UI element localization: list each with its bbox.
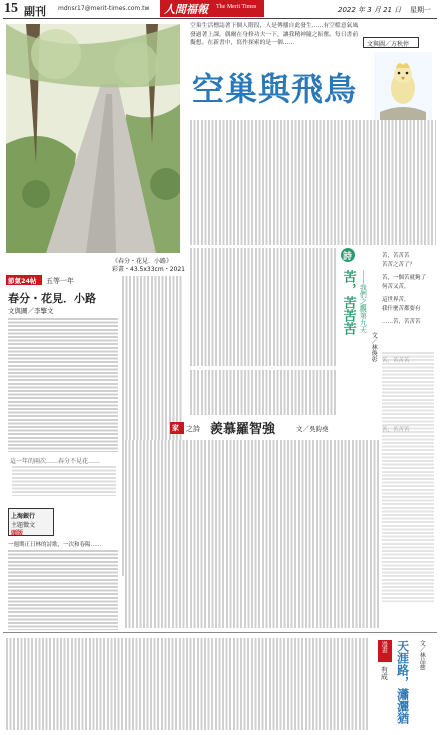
poem-line: 苦，一個苦就夠了	[382, 275, 427, 281]
bottom-right-title: 天涯路，瀟灑猶	[395, 640, 410, 724]
jiaju-label: 之詩	[186, 425, 200, 433]
poem-line: 何苦又苦，	[382, 284, 410, 290]
lead-body-middle	[190, 248, 336, 366]
lead-body-lower	[190, 370, 336, 415]
solar-term-tag: 節氣24帖	[6, 275, 42, 285]
jiaju-badge: 家	[170, 422, 184, 434]
poem-line: 我什麼苦都要有	[382, 306, 421, 312]
painting-details: 彩畫・43.5x33cm・2021	[112, 266, 185, 273]
bottom-right-tag: 有成	[380, 666, 389, 680]
header-email: mdnsr17@merit-times.com.tw	[58, 5, 150, 12]
header-rule	[3, 18, 437, 19]
poem-author: 文／林煥彰	[370, 332, 378, 362]
column-tag: 文與圖／方秋停	[363, 37, 419, 48]
poem-line: 苦苦之苦了？	[382, 262, 416, 268]
bird-illustration	[374, 52, 432, 126]
poem-title: 苦，苦苦苦	[340, 270, 356, 335]
painting-caption: 《春分・花見．小路》	[112, 258, 173, 265]
contest-intro: 一週期正日林的詩歌，一次和春陽……	[8, 542, 102, 548]
solar-term-author: 文與圖／李擎文	[8, 307, 54, 315]
contest-body	[8, 550, 118, 630]
page-header	[0, 0, 440, 20]
issue-weekday: 星期一	[410, 6, 431, 14]
section-name: 副刊	[24, 5, 46, 18]
contest-box: 上海銀行 主題徵文 頭版	[8, 508, 54, 536]
solar-term-sub: 五等一年	[46, 277, 74, 285]
small-poem: 這一年的兩次……春分不見花……	[10, 458, 101, 465]
jiaju-body	[125, 440, 380, 628]
poem-line: 這世界苦，	[382, 297, 410, 303]
bottom-right-author: 文／林品慈	[418, 640, 426, 670]
lead-title: 空巢與飛鳥	[192, 70, 358, 108]
newspaper-logo: 人間福報 The Merit Times	[160, 0, 264, 17]
issue-date: 2022 年 3 月 21 日	[338, 6, 402, 14]
bottom-rule	[3, 632, 437, 633]
painting-illustration	[6, 24, 180, 253]
poem-subtitle: ——我們之觀第九天	[359, 270, 368, 333]
lead-intro: 空巢生活標誌著下個人階段，人是傳播自此發生……有空檔意氣風發過著上課，偶爾在身修功夫一下，讓我精神隨之振奮。每日書前擬想。在新書中，寫作探索的是一個……	[190, 23, 359, 47]
solar-term-title: 春分・花見．小路	[8, 292, 96, 305]
poem-line: ……苦，苦苦苦	[382, 319, 421, 325]
bottom-body	[6, 638, 368, 730]
bottom-right-badge: 漫畫	[378, 640, 392, 662]
page-number: 15	[4, 1, 18, 16]
solar-term-body	[8, 318, 118, 452]
jiaju-author: 文／吳鈞堯	[296, 425, 329, 433]
poem-body-lines	[382, 352, 434, 602]
jiaju-title: 羨慕羅智強	[210, 422, 276, 437]
lead-body-upper	[190, 120, 436, 245]
poem-badge: 詩	[341, 248, 355, 262]
small-poem-lines	[12, 466, 116, 496]
poem-line: 苦，苦苦苦	[382, 253, 410, 259]
